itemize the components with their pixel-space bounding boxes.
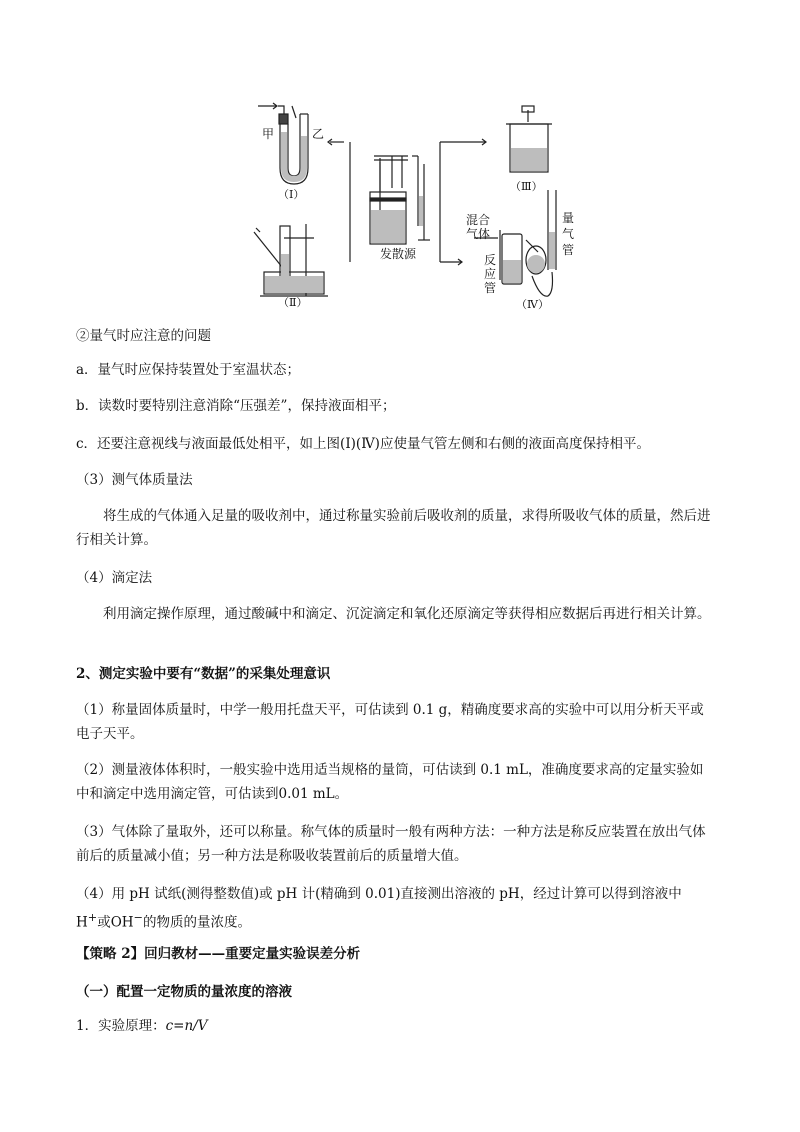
point4-text-3: 的物质的量浓度。	[143, 914, 251, 931]
item-c: c．还要注意视线与液面最低处相平，如上图(Ⅰ)(Ⅳ)应使量气管左侧和右侧的液面高度保持相平。	[76, 436, 650, 452]
label-apparatus-4: （Ⅳ）	[516, 298, 549, 310]
principle-line	[76, 1014, 712, 1038]
point4-text-2: 或OH	[97, 914, 134, 931]
method4-title: （4）滴定法	[76, 570, 153, 586]
label-reaction-tube-2: 应	[484, 267, 497, 281]
apparatus-diagram	[240, 92, 600, 310]
label-mixed-gas-2: 气体	[466, 227, 491, 241]
oh-minus-superscript: −	[133, 911, 143, 924]
gas-measurement-apparatus-figure	[240, 92, 600, 310]
h-plus-superscript: +	[87, 911, 98, 924]
label-source: 发散源	[380, 247, 417, 261]
item-a: a．量气时应保持装置处于室温状态；	[76, 362, 301, 378]
label-reaction-tube-3: 管	[484, 281, 497, 295]
point-1: （1）称量固体质量时，中学一般用托盘天平，可估读到 0.1 g，精确度要求高的实验中可以用分析天平或电子天平。	[76, 702, 704, 742]
principle-formula: c=n/V	[165, 1018, 208, 1034]
label-apparatus-1: （Ⅰ）	[278, 188, 305, 201]
label-gas-tube-3: 管	[562, 243, 575, 257]
label-apparatus-3: （Ⅲ）	[510, 180, 543, 193]
label-mixed-gas-1: 混合	[466, 213, 491, 227]
point-4	[76, 882, 712, 935]
method3-title: （3）测气体质量法	[76, 472, 193, 488]
label-yi: 乙	[312, 127, 325, 141]
subsection-title: （一）配置一定物质的量浓度的溶液	[76, 984, 292, 1000]
point-3: （3）气体除了量取外，还可以称量。称气体的质量时一般有两种方法：一种方法是称反应装置在放出气体前后的质量减小值；另一种方法是称吸收装置前后的质量增大值。	[76, 824, 706, 864]
strategy-title: 【策略 2】回归教材——重要定量实验误差分析	[76, 946, 361, 962]
label-gas-tube-2: 气	[562, 227, 575, 241]
principle-label: 1．实验原理：	[76, 1018, 166, 1034]
method3-body: 将生成的气体通入足量的吸收剂中，通过称量实验前后吸收剂的质量，求得所吸收气体的质量，然后进行相关计算。	[76, 508, 711, 548]
item-b: b．读数时要特别注意消除“压强差”，保持液面相平；	[76, 398, 396, 414]
section2-title: 2、测定实验中要有“数据”的采集处理意识	[76, 666, 331, 682]
label-apparatus-2: （Ⅱ）	[278, 296, 308, 309]
attention-title: ②量气时应注意的问题	[76, 328, 211, 344]
point-2: （2）测量液体体积时，一般实验中选用适当规格的量筒，可估读到 0.1 mL，准确度要求高的定量实验如中和滴定中选用滴定管，可估读到0.01 mL。	[76, 762, 704, 802]
method4-body: 利用滴定操作原理，通过酸碱中和滴定、沉淀滴定和氧化还原滴定等获得相应数据后再进行相关计算。	[103, 606, 711, 622]
label-reaction-tube-1: 反	[484, 253, 497, 267]
point4-text-1: （4）用 pH 试纸(测得整数值)或 pH 计(精确到 0.01)直接测出溶液的 pH，经过计算可以得到溶液中 H	[76, 886, 682, 931]
label-gas-tube-1: 量	[562, 211, 575, 225]
label-jia: 甲	[262, 127, 275, 141]
